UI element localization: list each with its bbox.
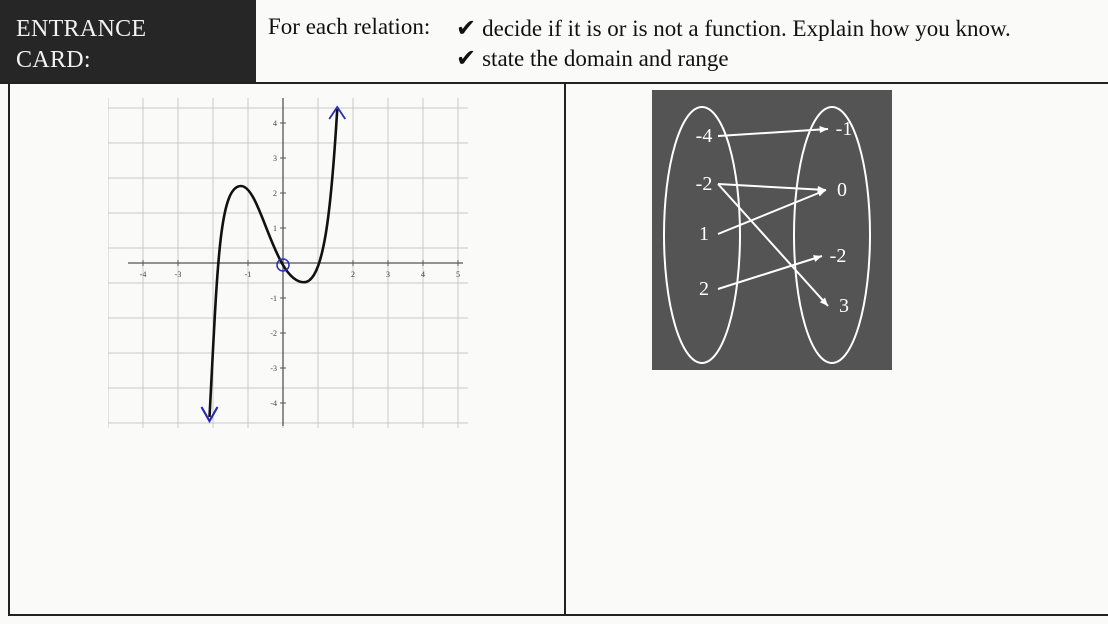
relations-table [8,84,1108,616]
relation-graph-cell [8,84,564,616]
range-value: -2 [829,245,847,267]
x-tick-label: 2 [351,270,355,279]
entrance-card-label [0,0,256,82]
label-line-1: ENTRANCE [16,16,147,42]
y-tick-label: -2 [270,329,277,338]
range-value: 0 [837,179,847,201]
card-header [0,0,1108,84]
x-tick-label: -1 [244,270,252,279]
domain-value: 1 [699,223,709,245]
instruction-text: state the domain and range [482,46,729,71]
instruction-item-domain-range [456,44,729,73]
y-tick-label: -1 [270,294,277,303]
y-tick-label: 4 [273,119,277,128]
x-tick-label: -3 [174,270,182,279]
check-icon: ✔ [456,16,477,42]
instruction-text: decide if it is or is not a function. Explain how you know. [482,16,1011,41]
y-tick-label: 2 [273,189,277,198]
y-tick-label: 3 [273,154,277,163]
domain-value: 2 [699,278,709,300]
instruction-item-function [456,14,1011,43]
domain-value: -4 [695,125,713,147]
label-line-2: CARD: [16,47,91,73]
y-tick-label: -3 [270,364,277,373]
range-value: 3 [839,295,849,317]
mapping-diagram [652,90,892,370]
x-tick-label: 4 [421,270,425,279]
coordinate-graph [108,98,468,428]
y-tick-label: 1 [273,224,277,233]
relation-mapping-cell [564,84,1108,616]
y-tick-label: -4 [270,399,277,408]
x-tick-label: 3 [386,270,390,279]
instructions-lead: For each relation: [268,14,431,39]
x-tick-label: -4 [139,270,147,279]
range-value: -1 [835,118,853,140]
check-icon: ✔ [456,46,477,72]
domain-value: -2 [695,173,713,195]
x-tick-label: 5 [456,270,460,279]
